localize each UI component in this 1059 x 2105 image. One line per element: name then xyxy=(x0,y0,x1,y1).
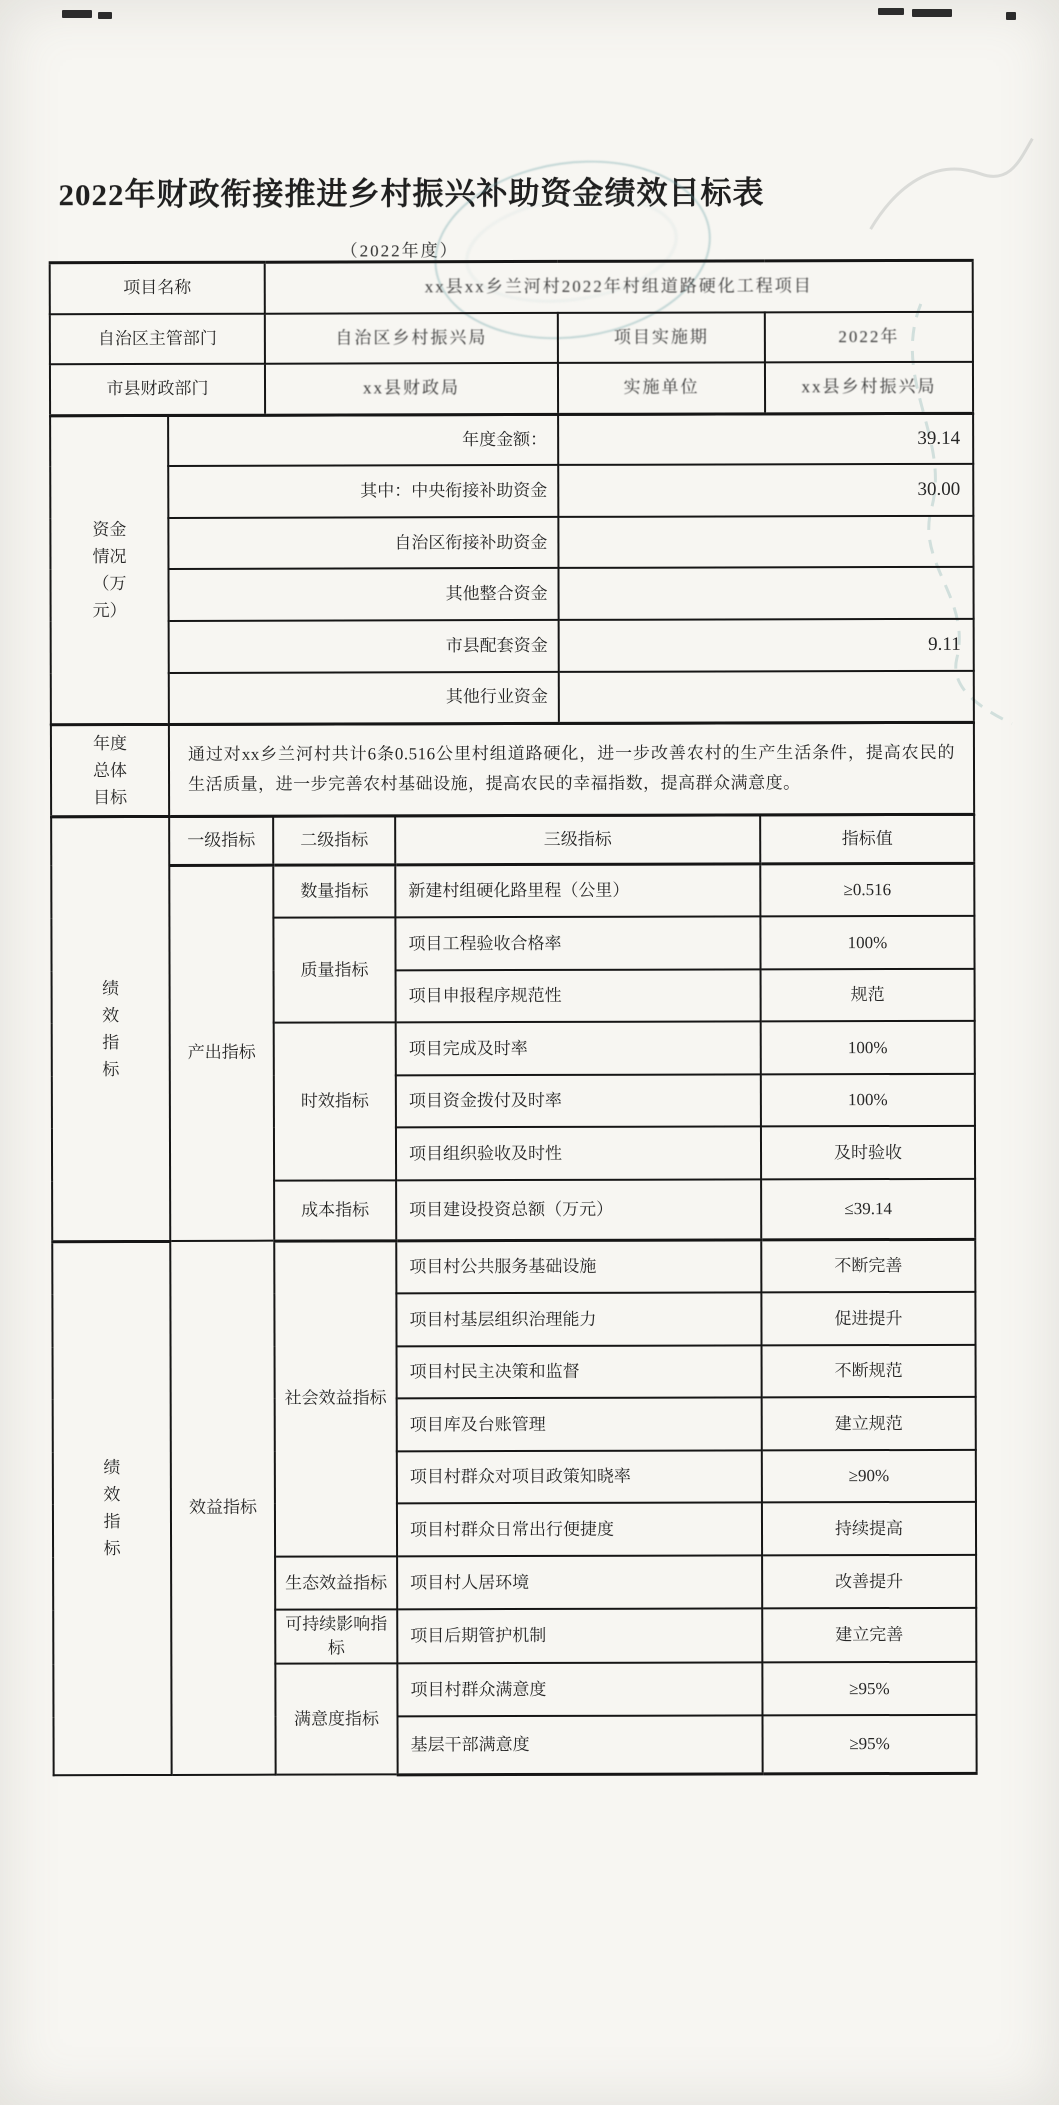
cost-indicator-label-cell: 成本指标 xyxy=(274,1180,396,1240)
impl-unit-value-cell: xx县乡村振兴局 xyxy=(765,361,973,414)
indicator-name-cell: 项目工程验收合格率 xyxy=(395,916,760,970)
funding-section-label: 资金情况（万元） xyxy=(92,520,127,621)
scan-artifact xyxy=(98,12,112,19)
indicator-value-cell: 建立规范 xyxy=(762,1397,976,1451)
county-finance-label-cell: 市县财政部门 xyxy=(50,363,265,416)
faint-scribble-mark xyxy=(860,119,1040,259)
indicators-table xyxy=(50,814,978,1777)
indicator-name-cell: 项目村群众对项目政策知晓率 xyxy=(397,1450,762,1503)
region-dept-value-cell: 自治区乡村振兴局 xyxy=(265,312,558,363)
quantity-indicator-label-cell: 数量指标 xyxy=(273,864,395,917)
impl-period-value-cell: 2022年 xyxy=(765,311,973,362)
indicator-name-cell: 项目村民主决策和监督 xyxy=(397,1345,762,1398)
indicator-name-cell: 项目完成及时率 xyxy=(396,1021,761,1075)
performance-section-label-cell xyxy=(51,817,170,1241)
funding-row-label: 市县配套资金 xyxy=(169,620,559,673)
annual-goal-text-cell xyxy=(169,722,974,816)
annual-goal-label-cell xyxy=(51,724,169,816)
indicator-name-cell: 基层干部满意度 xyxy=(397,1715,762,1774)
funding-row-value: 39.14 xyxy=(558,414,973,465)
scan-artifact xyxy=(62,10,92,18)
funding-row-value xyxy=(558,567,973,620)
timeliness-indicator-label-cell: 时效指标 xyxy=(274,1022,396,1180)
indicator-name-cell: 项目村群众日常出行便捷度 xyxy=(397,1502,762,1556)
benefit-indicator-label-cell: 效益指标 xyxy=(170,1241,275,1775)
eco-benefit-label-cell: 生态效益指标 xyxy=(275,1556,397,1609)
indicator-name-cell: 项目村群众满意度 xyxy=(397,1662,762,1716)
page-subtitle: （2022年度） xyxy=(340,241,459,261)
indicator-name-cell: 项目申报程序规范性 xyxy=(396,969,761,1022)
performance-section-label: 绩效指标 xyxy=(102,978,120,1079)
scan-artifact xyxy=(878,8,904,15)
annual-goal-label: 年度总体目标 xyxy=(92,733,128,807)
funding-section-label-cell xyxy=(50,416,169,724)
indicator-value-cell: 促进提升 xyxy=(761,1292,975,1346)
funding-row-label: 自治区衔接补助资金 xyxy=(168,517,558,569)
basic-info-table xyxy=(49,259,974,417)
sustainability-label-cell: 可持续影响指标 xyxy=(275,1609,397,1663)
funding-table xyxy=(49,413,975,726)
funding-row-value: 30.00 xyxy=(558,464,973,517)
indicator-name-cell: 项目组织验收及时性 xyxy=(396,1126,761,1180)
indicator-value-cell: 改善提升 xyxy=(762,1555,976,1609)
page-title: 2022年财政衔接推进乡村振兴补助资金绩效目标表 xyxy=(58,175,765,213)
indicator-value-cell: 及时验收 xyxy=(761,1126,975,1180)
indicator-name-cell: 项目库及台账管理 xyxy=(397,1397,762,1451)
funding-row-label: 年度金额： xyxy=(168,415,558,466)
impl-period-label-cell: 项目实施期 xyxy=(558,312,765,363)
indicator-name-cell: 项目后期管护机制 xyxy=(397,1608,762,1663)
satisfaction-label-cell: 满意度指标 xyxy=(275,1663,397,1774)
indicator-value-cell: 不断完善 xyxy=(761,1239,975,1293)
quality-indicator-label-cell: 质量指标 xyxy=(273,917,395,1022)
indicator-value-cell: ≥95% xyxy=(762,1715,976,1774)
performance-section-label-cell xyxy=(52,1241,171,1775)
indicator-value-cell: ≤39.14 xyxy=(761,1179,975,1240)
indicator-value-cell: ≥95% xyxy=(762,1662,976,1716)
indicator-value-cell: 100% xyxy=(761,1021,975,1075)
header-level2: 二级指标 xyxy=(273,816,395,864)
county-finance-value-cell: xx县财政局 xyxy=(265,362,558,415)
indicator-value-cell: 建立完善 xyxy=(762,1608,976,1663)
indicator-value-cell: 100% xyxy=(760,916,974,970)
indicator-value-cell: ≥90% xyxy=(762,1450,976,1503)
social-benefit-label-cell: 社会效益指标 xyxy=(274,1240,397,1556)
indicator-name-cell: 项目资金拨付及时率 xyxy=(396,1074,761,1127)
indicator-value-cell: 规范 xyxy=(761,969,975,1022)
output-indicator-label-cell: 产出指标 xyxy=(169,865,274,1241)
indicator-name-cell: 项目建设投资总额（万元） xyxy=(396,1179,761,1240)
funding-row-value: 9.11 xyxy=(559,619,974,672)
funding-row-label: 其他整合资金 xyxy=(168,568,558,621)
header-level1: 一级指标 xyxy=(169,817,273,865)
project-name-value-cell: xx县xx乡兰河村2022年村组道路硬化工程项目 xyxy=(265,260,973,313)
form-table xyxy=(49,261,980,1777)
impl-unit-label-cell: 实施单位 xyxy=(558,362,765,415)
annual-goal-table xyxy=(50,721,975,818)
header-level3: 三级指标 xyxy=(395,815,760,864)
indicator-value-cell: 不断规范 xyxy=(762,1345,976,1398)
funding-row-value xyxy=(559,671,974,723)
funding-row-value xyxy=(558,516,973,568)
indicator-name-cell: 项目村基层组织治理能力 xyxy=(396,1292,761,1346)
funding-row-label: 其他行业资金 xyxy=(169,672,559,724)
scan-artifact xyxy=(912,9,952,17)
scan-artifact xyxy=(1006,12,1016,20)
region-dept-label-cell: 自治区主管部门 xyxy=(50,313,265,364)
indicator-value-cell: 100% xyxy=(761,1074,975,1127)
funding-row-label: 其中：中央衔接补助资金 xyxy=(168,465,558,518)
indicator-name-cell: 项目村人居环境 xyxy=(397,1555,762,1609)
indicator-value-cell: 持续提高 xyxy=(762,1502,976,1556)
annual-goal-text: 通过对xx乡兰河村共计6条0.516公里村组道路硬化，进一步改善农村的生产生活条件，提高农民的生活质量，进一步完善农村基础设施，提高农民的幸福指数，提高群众满意度。 xyxy=(187,743,955,795)
indicator-name-cell: 项目村公共服务基础设施 xyxy=(396,1239,761,1293)
project-name-label-cell: 项目名称 xyxy=(50,262,265,314)
indicator-value-cell: ≥0.516 xyxy=(760,863,974,917)
indicator-name-cell: 新建村组硬化路里程（公里） xyxy=(395,863,760,917)
performance-section-label: 绩效指标 xyxy=(103,1458,121,1559)
header-value: 指标值 xyxy=(760,815,974,864)
